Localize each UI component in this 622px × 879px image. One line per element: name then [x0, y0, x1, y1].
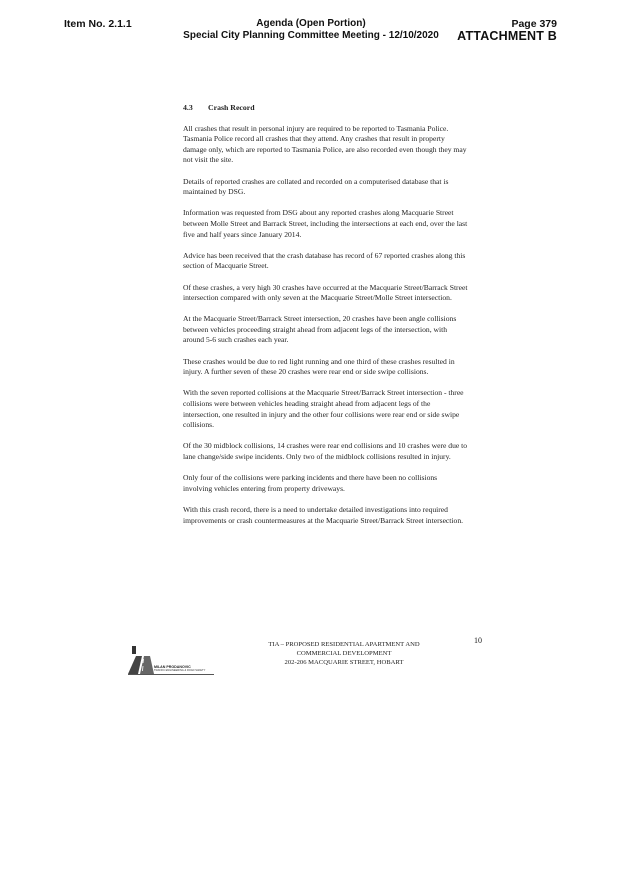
- paragraph: Advice has been received that the crash database has record of 67 reported crashes along this section of Macquarie Street.: [183, 250, 466, 271]
- paragraph: With this crash record, there is a need to undertake detailed investigations into required improvements or crash countermeasures at the Macquarie Street/Barrack Street intersection.: [183, 504, 464, 525]
- meeting-title: Special City Planning Committee Meeting - 12/10/2020: [183, 30, 439, 41]
- paragraph: Information was requested from DSG about any reported crashes along Macquarie Street between Molle Street and Barrack Street, including the intersections at each end, over the last five and half years since January 2014.: [183, 208, 468, 239]
- page-label: Page 379: [511, 18, 557, 30]
- logo-tagline: TRAFFIC ENGINEERING & ROAD SAFETY: [154, 669, 206, 672]
- section-title: Crash Record: [208, 103, 255, 112]
- paragraph: These crashes would be due to red light running and one third of these crashes resulted in injury. A further seven of these 20 crashes were rear end or side swipe collisions.: [183, 356, 455, 377]
- paragraph: Of the 30 midblock collisions, 14 crashes were rear end collisions and 10 crashes were due to lane change/side swipe incidents. Only two of the midblock collisions resulted in injury.: [183, 441, 468, 461]
- page-info: [457, 18, 557, 42]
- paragraph: At the Macquarie Street/Barrack Street intersection, 20 crashes have been angle collisions between vehicles proceeding straight ahead from adjacent legs of the intersection, with around 5-6 such crashes each year.: [183, 314, 457, 345]
- item-number: Item No. 2.1.1: [64, 18, 132, 30]
- page-header: [0, 0, 622, 50]
- paragraph: Of these crashes, a very high 30 crashes have occurred at the Macquarie Street/Barrack Street intersection compared with only seven at the Macquarie Street/Molle Street intersection.: [183, 282, 468, 303]
- section-heading: [183, 103, 468, 114]
- footer-line: COMMERCIAL DEVELOPMENT: [296, 650, 392, 657]
- attachment-label: ATTACHMENT B: [457, 29, 557, 43]
- logo-name: MILAN PRODANOVIC: [154, 665, 191, 669]
- paragraph: All crashes that result in personal injury are required to be reported to Tasmania Police. Tasmania Police record all crashes that they attend. Any crashes that result in property damage only, which are reported to Tasmania Police, are also recorded even though they may not visit the site.: [183, 123, 467, 165]
- page-number: 10: [474, 636, 482, 645]
- page-footer: [0, 636, 622, 676]
- paragraph: With the seven reported collisions at the Macquarie Street/Barrack Street intersection - three collisions were between vehicles heading straight ahead from adjacent legs of the intersection, one resulted in injury and the other four collisions were rear end or side swipe collisions.: [183, 388, 464, 430]
- document-body: [183, 103, 468, 537]
- company-logo: [126, 644, 216, 676]
- footer-line: 202-206 MACQUARIE STREET, HOBART: [284, 659, 404, 666]
- section-number: 4.3: [183, 103, 193, 112]
- footer-title: [250, 640, 438, 667]
- agenda-title: Agenda (Open Portion): [256, 18, 366, 29]
- paragraph: Only four of the collisions were parking incidents and there have been no collisions involving vehicles entering from property driveways.: [183, 473, 438, 493]
- paragraph: Details of reported crashes are collated and recorded on a computerised database that is maintained by DSG.: [183, 176, 449, 197]
- footer-line: TIA – PROPOSED RESIDENTIAL APARTMENT AND: [268, 641, 420, 648]
